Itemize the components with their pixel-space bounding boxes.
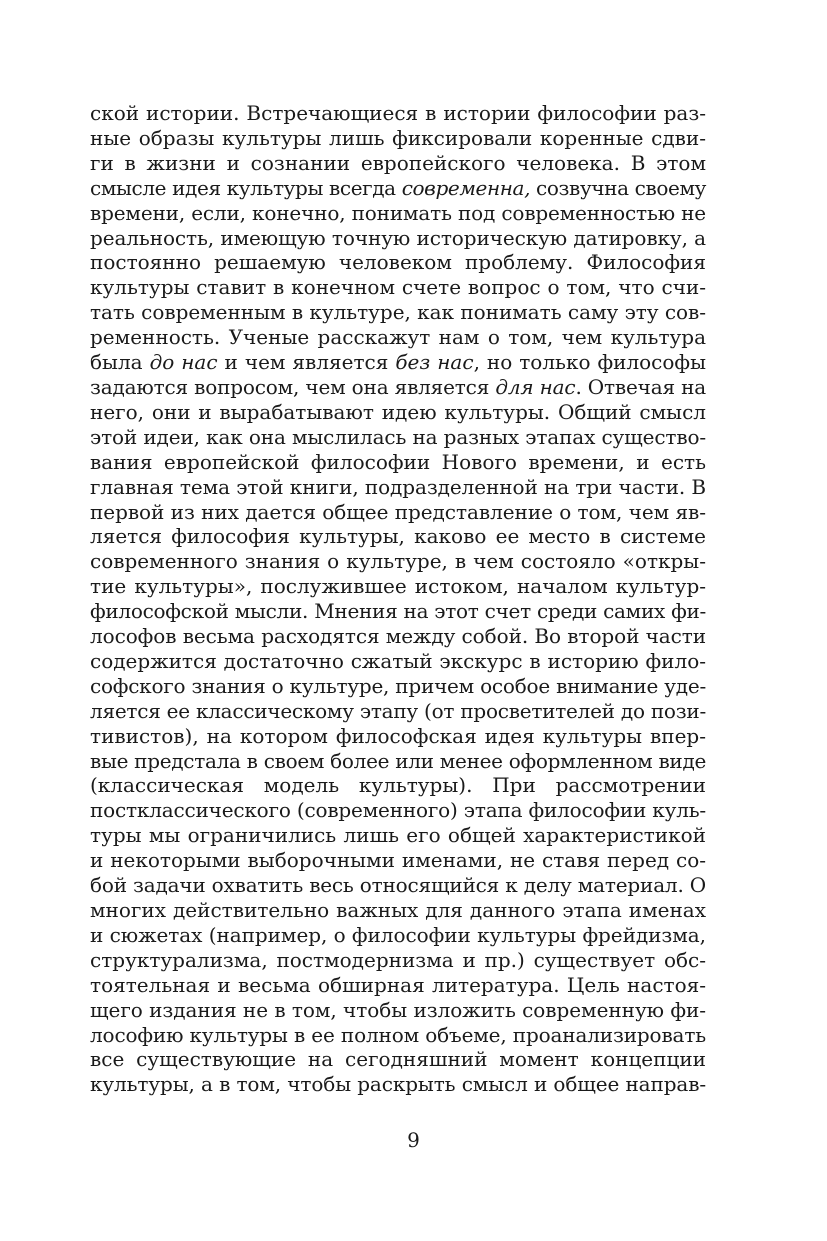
text-run: тивистов), на котором философская идея культуры впер- xyxy=(90,723,706,748)
text-run: и сюжетах (например, о философии культуры фрейдизма, xyxy=(90,922,706,947)
italic-phrase: современна, xyxy=(401,175,531,200)
text-line xyxy=(90,773,706,798)
text-run: современного знания о культуре, в чем состояло «откры- xyxy=(90,549,706,574)
text-line xyxy=(90,848,706,873)
text-line xyxy=(90,425,706,450)
text-run: задаются вопросом, чем она является xyxy=(90,374,496,399)
text-line xyxy=(90,549,706,574)
text-run: тие культуры», послужившее истоком, началом культур- xyxy=(90,574,706,599)
text-run: постоянно решаемую человеком проблему. Философия xyxy=(90,250,706,275)
text-run: софского знания о культуре, причем особое внимание уде- xyxy=(90,673,706,698)
text-run: тать современным в культуре, как понимать саму эту сов- xyxy=(90,300,706,325)
text-run: смысле идея культуры всегда xyxy=(90,175,402,200)
text-run: , но только философы xyxy=(473,350,706,375)
text-run: ляется ее классическому этапу (от просветителей до пози- xyxy=(90,698,706,723)
text-run: была xyxy=(90,350,150,375)
page-number: 9 xyxy=(407,1128,420,1152)
text-line xyxy=(90,973,706,998)
text-line xyxy=(90,226,706,251)
text-run: него, они и вырабатывают идею культуры. Общий смысл xyxy=(90,399,706,424)
text-run: лософию культуры в ее полном объеме, проанализировать xyxy=(90,1022,706,1047)
italic-phrase: без нас xyxy=(395,350,474,375)
text-run: ги в жизни и сознании европейского человека. В этом xyxy=(90,150,706,175)
text-run: лософов весьма расходятся между собой. Во второй части xyxy=(90,624,707,649)
text-line xyxy=(90,375,706,400)
text-line xyxy=(90,400,706,425)
text-line xyxy=(90,749,706,774)
text-line xyxy=(90,798,706,823)
text-line xyxy=(90,674,706,699)
text-line xyxy=(90,898,706,923)
text-run: и чем является xyxy=(217,350,396,375)
text-run: постклассического (современного) этапа философии куль- xyxy=(90,798,706,823)
text-run: философской мысли. Мнения на этот счет среди самих фи- xyxy=(90,599,707,624)
italic-phrase: для нас xyxy=(495,374,576,399)
text-line xyxy=(90,524,706,549)
text-run: культуры ставит в конечном счете вопрос о том, что счи- xyxy=(90,275,706,300)
text-run: этой идеи, как она мыслилась на разных этапах существо- xyxy=(90,424,706,449)
text-run: многих действительно важных для данного этапа именах xyxy=(90,898,706,922)
text-run: первой из них дается общее представление о том, чем яв- xyxy=(90,499,706,524)
text-run: . Отвечая на xyxy=(575,374,706,399)
text-line xyxy=(90,176,706,201)
text-line xyxy=(90,998,706,1023)
text-line xyxy=(90,624,706,649)
text-run: и некоторыми выборочными именами, не ставя перед со- xyxy=(90,848,706,873)
text-line xyxy=(90,724,706,749)
text-line xyxy=(90,599,706,624)
text-line xyxy=(90,250,706,275)
text-line xyxy=(90,873,706,898)
text-line xyxy=(90,1023,706,1048)
text-run: главная тема этой книги, подразделенной на три части. В xyxy=(90,474,706,499)
text-run: тоятельная и весьма обширная литература. Цель настоя- xyxy=(90,972,706,997)
text-line xyxy=(90,201,706,226)
text-line xyxy=(90,475,706,500)
text-line xyxy=(90,574,706,599)
text-line xyxy=(90,923,706,948)
text-run: ляется философия культуры, каково ее место в системе xyxy=(90,524,706,549)
text-line xyxy=(90,101,706,126)
text-line xyxy=(90,275,706,300)
text-run: вания европейской философии Нового времени, и есть xyxy=(90,449,706,474)
text-line xyxy=(90,325,706,350)
text-line xyxy=(90,1072,706,1097)
text-run: все существующие на сегодняшний момент концепции xyxy=(90,1047,706,1072)
text-line xyxy=(90,823,706,848)
text-run: щего издания не в том, чтобы изложить современную фи- xyxy=(90,997,706,1022)
text-line xyxy=(90,500,706,525)
text-run: бой задачи охватить весь относящийся к делу материал. О xyxy=(90,873,706,898)
text-line xyxy=(90,350,706,375)
text-line xyxy=(90,948,706,973)
text-run: ременность. Ученые расскажут нам о том, чем культура xyxy=(90,325,706,350)
text-line xyxy=(90,300,706,325)
text-run: туры мы ограничились лишь его общей характеристикой xyxy=(90,823,706,848)
text-line xyxy=(90,649,706,674)
text-run: содержится достаточно сжатый экскурс в историю фило- xyxy=(90,648,706,673)
text-line xyxy=(90,151,706,176)
text-line xyxy=(90,126,706,151)
body-text xyxy=(90,101,706,1097)
text-run: (классическая модель культуры). При рассмотрении xyxy=(90,773,706,798)
text-run: ные образы культуры лишь фиксировали коренные сдви- xyxy=(90,125,706,150)
text-run: ской истории. Встречающиеся в истории философии раз- xyxy=(90,101,706,125)
text-line xyxy=(90,450,706,475)
text-run: времени, если, конечно, понимать под современностью не xyxy=(90,200,706,225)
text-run: культуры, а в том, чтобы раскрыть смысл и общее направ- xyxy=(90,1072,706,1097)
italic-phrase: до нас xyxy=(149,350,218,375)
text-run: реальность, имеющую точную историческую датировку, а xyxy=(90,225,706,250)
text-run: структурализма, постмодернизма и пр.) существует обс- xyxy=(90,947,706,972)
text-line xyxy=(90,699,706,724)
text-run: вые предстала в своем более или менее оформленном виде xyxy=(90,748,706,773)
text-run: созвучна своему xyxy=(530,175,707,200)
text-line xyxy=(90,1047,706,1072)
